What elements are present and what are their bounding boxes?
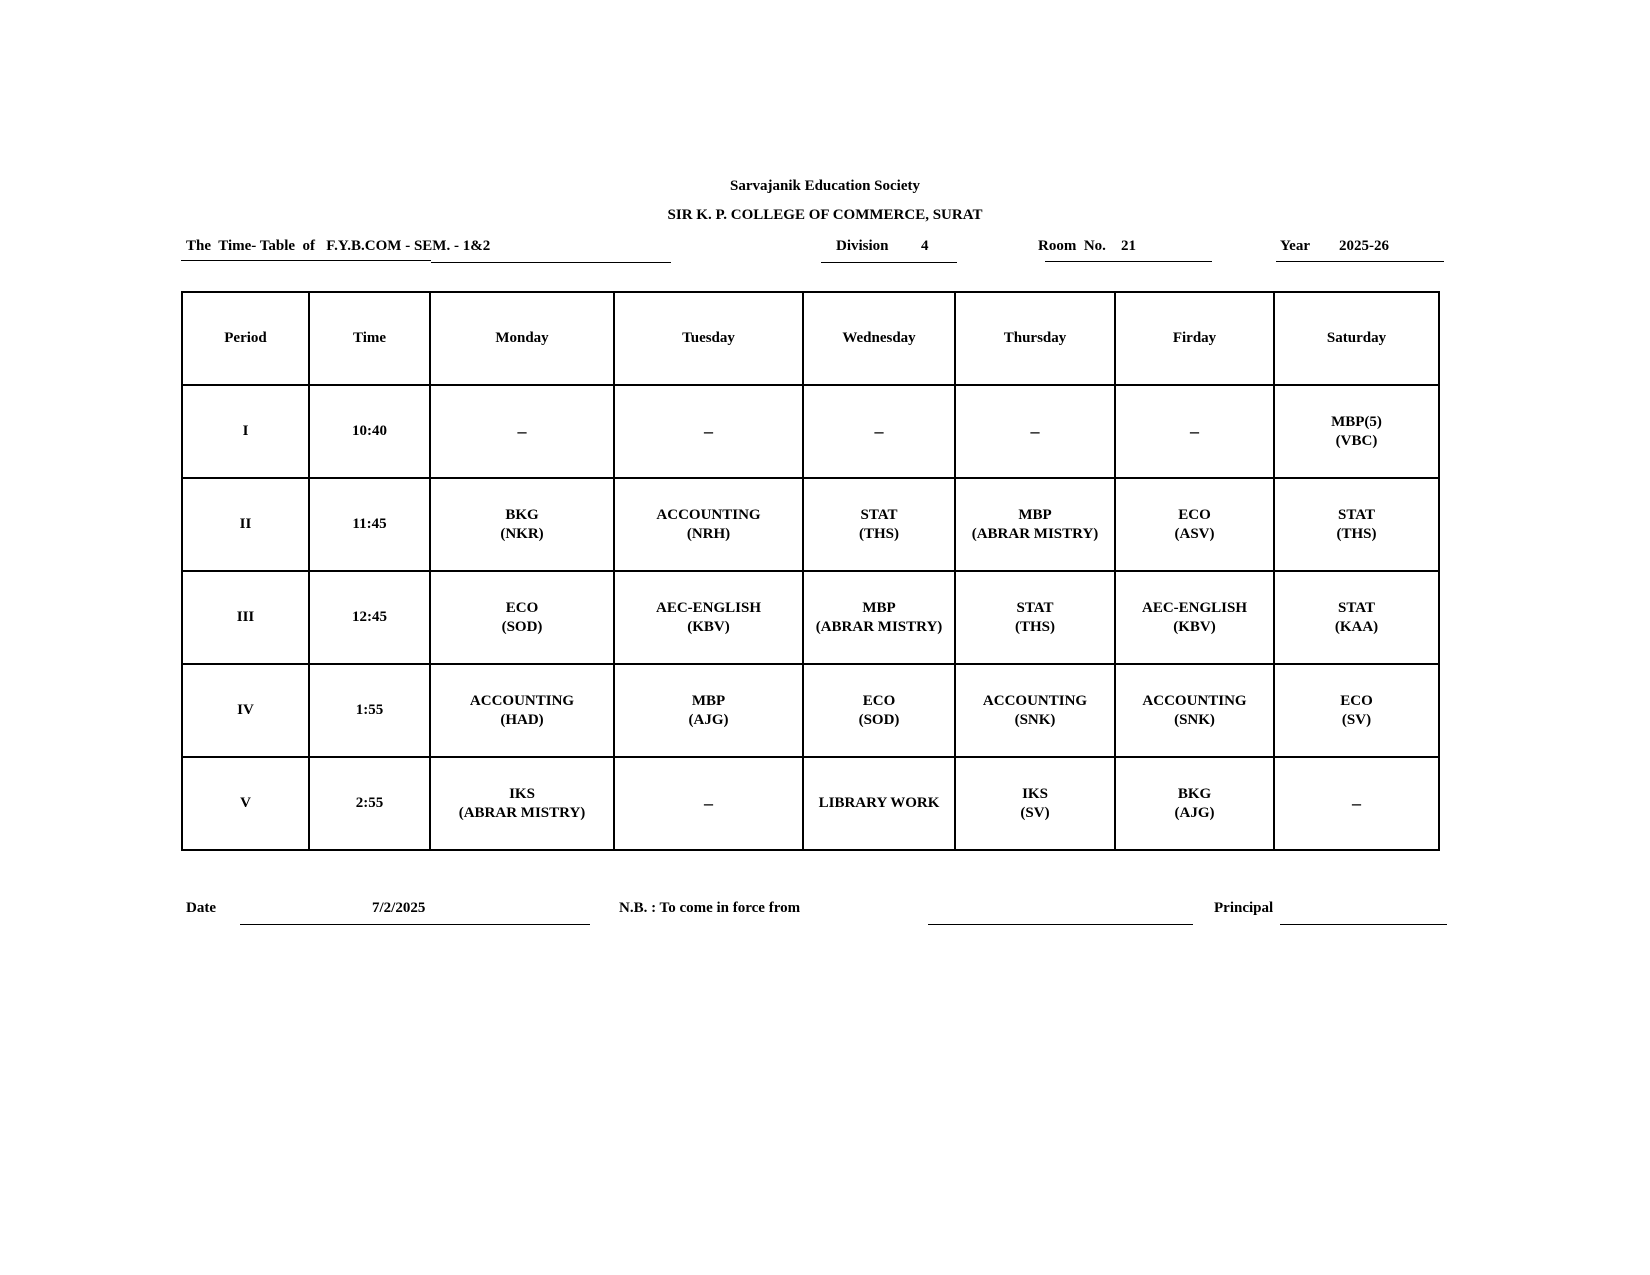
- class-cell-friday: [1115, 571, 1274, 664]
- date-underline: [240, 924, 590, 925]
- teacher-text: (KBV): [1173, 618, 1216, 635]
- teacher-text: (SOD): [501, 618, 543, 635]
- teacher-text: (THS): [1014, 618, 1055, 635]
- header-friday: Firday: [1115, 292, 1274, 385]
- subject-text: BKG: [1177, 785, 1212, 802]
- teacher-text: (AJG): [1174, 804, 1215, 821]
- year-label: Year: [1280, 238, 1310, 254]
- subject-text: –: [704, 793, 713, 813]
- header-time: Time: [309, 292, 430, 385]
- table-row: [182, 757, 1439, 850]
- subject-text: –: [1352, 793, 1361, 813]
- subject-text: AEC-ENGLISH: [655, 599, 762, 616]
- class-cell-saturday: [1274, 664, 1439, 757]
- subject-text: STAT: [1338, 506, 1375, 523]
- subject-text: STAT: [860, 506, 898, 523]
- class-cell-monday: [430, 478, 614, 571]
- header-saturday: Saturday: [1274, 292, 1439, 385]
- class-cell-wednesday: [803, 664, 955, 757]
- teacher-text: (SNK): [1174, 711, 1215, 728]
- time-cell: 2:55: [309, 757, 430, 850]
- class-cell-thursday: [955, 571, 1115, 664]
- class-cell-monday: [430, 757, 614, 850]
- subject-text: ECO: [505, 599, 539, 616]
- header-row: [182, 292, 1439, 385]
- timetable: [181, 291, 1440, 851]
- subject-text: ACCOUNTING: [982, 692, 1088, 709]
- class-cell-saturday: [1274, 571, 1439, 664]
- room-value: 21: [1121, 238, 1136, 254]
- college-name: SIR K. P. COLLEGE OF COMMERCE, SURAT: [667, 207, 983, 223]
- class-cell-thursday: [955, 478, 1115, 571]
- teacher-text: (ABRAR MISTRY): [458, 804, 586, 821]
- subject-text: ACCOUNTING: [1142, 692, 1247, 709]
- teacher-text: (NRH): [686, 525, 731, 542]
- header-period: Period: [182, 292, 309, 385]
- class-cell-tuesday: [614, 664, 803, 757]
- period-cell: IV: [182, 664, 309, 757]
- class-cell-thursday: [955, 385, 1115, 478]
- division-label: Division: [836, 238, 889, 254]
- teacher-text: (ABRAR MISTRY): [815, 618, 943, 635]
- teacher-text: (SOD): [858, 711, 900, 728]
- time-cell: 1:55: [309, 664, 430, 757]
- header-tuesday: Tuesday: [614, 292, 803, 385]
- class-cell-thursday: [955, 664, 1115, 757]
- class-cell-wednesday: [803, 478, 955, 571]
- period-cell: V: [182, 757, 309, 850]
- subject-text: IKS: [509, 785, 535, 802]
- class-cell-tuesday: [614, 757, 803, 850]
- period-cell: I: [182, 385, 309, 478]
- teacher-text: (KAA): [1334, 618, 1379, 635]
- class-cell-wednesday: [803, 385, 955, 478]
- teacher-text: (ABRAR MISTRY): [971, 525, 1099, 542]
- subject-text: –: [517, 421, 527, 441]
- period-cell: III: [182, 571, 309, 664]
- class-cell-saturday: [1274, 757, 1439, 850]
- header-thursday: Thursday: [955, 292, 1115, 385]
- class-cell-tuesday: [614, 571, 803, 664]
- subject-text: ECO: [862, 692, 896, 709]
- subject-text: ACCOUNTING: [469, 692, 575, 709]
- teacher-text: (THS): [858, 525, 899, 542]
- class-cell-friday: [1115, 664, 1274, 757]
- time-cell: 12:45: [309, 571, 430, 664]
- subject-text: –: [704, 421, 713, 441]
- class-cell-monday: [430, 385, 614, 478]
- header-wednesday: Wednesday: [803, 292, 955, 385]
- subject-text: MBP: [691, 692, 726, 709]
- teacher-text: (THS): [1336, 525, 1377, 542]
- subject-text: IKS: [1022, 785, 1048, 802]
- teacher-text: (VBC): [1335, 432, 1378, 449]
- info-row: [0, 238, 1650, 262]
- class-cell-wednesday: [803, 571, 955, 664]
- date-value: 7/2/2025: [372, 900, 426, 916]
- teacher-text: (HAD): [500, 711, 544, 728]
- date-label: Date: [186, 900, 216, 916]
- division-value: 4: [921, 238, 929, 254]
- subject-text: –: [1030, 421, 1040, 441]
- subject-text: ECO: [1178, 506, 1211, 523]
- subject-text: BKG: [505, 506, 539, 523]
- class-cell-friday: [1115, 478, 1274, 571]
- class-cell-friday: [1115, 757, 1274, 850]
- subject-text: –: [874, 421, 884, 441]
- year-value: 2025-26: [1339, 238, 1389, 254]
- subject-text: STAT: [1338, 599, 1375, 616]
- teacher-text: (KBV): [687, 618, 730, 635]
- principal-underline: [1280, 924, 1447, 925]
- subject-text: MBP(5): [1331, 413, 1382, 430]
- period-cell: II: [182, 478, 309, 571]
- class-cell-friday: [1115, 385, 1274, 478]
- class-cell-saturday: [1274, 385, 1439, 478]
- nb-label: N.B. : To come in force from: [619, 900, 801, 916]
- timetable-underline-2: [431, 262, 671, 263]
- time-cell: 11:45: [309, 478, 430, 571]
- year-underline: [1276, 261, 1444, 262]
- subject-text: STAT: [1016, 599, 1054, 616]
- class-cell-thursday: [955, 757, 1115, 850]
- subject-text: LIBRARY WORK: [818, 795, 940, 811]
- teacher-text: (NKR): [500, 525, 544, 542]
- room-label: Room No.: [1038, 238, 1106, 254]
- class-cell-monday: [430, 664, 614, 757]
- force-from-underline: [928, 924, 1193, 925]
- time-cell: 10:40: [309, 385, 430, 478]
- table-row: [182, 385, 1439, 478]
- subject-text: ECO: [1340, 692, 1373, 709]
- principal-label: Principal: [1214, 900, 1274, 916]
- teacher-text: (AJG): [688, 711, 729, 728]
- teacher-text: (SV): [1341, 711, 1372, 728]
- class-cell-saturday: [1274, 478, 1439, 571]
- timetable-underline: [181, 260, 431, 261]
- room-underline: [1045, 261, 1212, 262]
- subject-text: –: [1190, 421, 1199, 441]
- table-row: [182, 478, 1439, 571]
- header-monday: Monday: [430, 292, 614, 385]
- society-name: Sarvajanik Education Society: [729, 178, 921, 194]
- table-row: [182, 571, 1439, 664]
- teacher-text: (ASV): [1174, 525, 1215, 542]
- subject-text: AEC-ENGLISH: [1141, 599, 1248, 616]
- class-cell-tuesday: [614, 478, 803, 571]
- table-row: [182, 664, 1439, 757]
- subject-text: MBP: [1018, 506, 1052, 523]
- class-cell-tuesday: [614, 385, 803, 478]
- division-underline: [821, 262, 957, 263]
- teacher-text: (SV): [1020, 804, 1050, 821]
- class-cell-monday: [430, 571, 614, 664]
- subject-text: MBP: [862, 599, 896, 616]
- teacher-text: (SNK): [1014, 711, 1056, 728]
- timetable-body: [182, 385, 1439, 850]
- timetable-label: The Time- Table of F.Y.B.COM - SEM. - 1&2: [186, 238, 491, 254]
- class-cell-wednesday: [803, 757, 955, 850]
- subject-text: ACCOUNTING: [656, 506, 761, 523]
